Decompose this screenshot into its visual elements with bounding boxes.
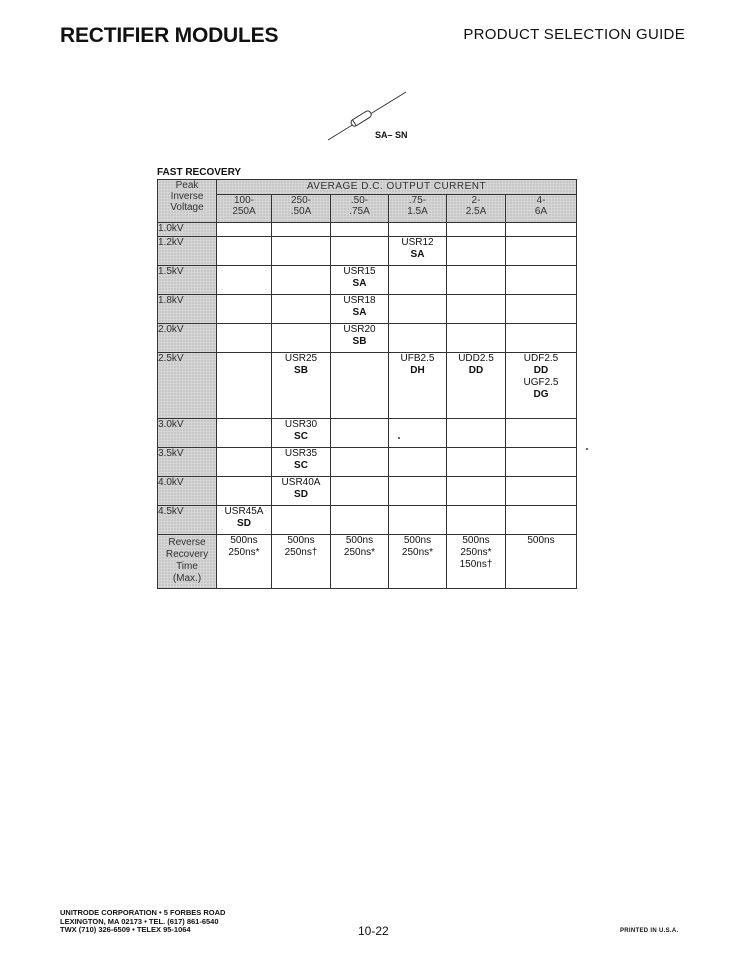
part-cell <box>272 223 331 237</box>
recovery-value: 500ns <box>527 535 555 546</box>
voltage-row <box>158 506 577 535</box>
part-number: USR40A <box>281 477 321 488</box>
part-cell <box>389 477 447 506</box>
part-cell <box>331 477 389 506</box>
part-cell <box>217 324 272 353</box>
part-cell <box>272 295 331 324</box>
company-address <box>60 909 225 935</box>
part-cell <box>217 448 272 477</box>
part-number: USR20 <box>343 324 376 335</box>
header-line: 100- <box>233 195 254 206</box>
part-cell <box>506 266 577 295</box>
part-cell <box>447 223 506 237</box>
recovery-time-cell <box>447 535 506 589</box>
recovery-value: 250ns* <box>401 547 434 558</box>
part-cell <box>217 237 272 266</box>
voltage-cell: 2.5kV <box>158 353 217 419</box>
part-number: USR18 <box>343 295 376 306</box>
part-cell <box>389 448 447 477</box>
recovery-value: 500ns <box>345 535 374 546</box>
voltage-cell: 3.0kV <box>158 419 217 448</box>
current-range-row <box>158 195 577 223</box>
header-line: .50A <box>290 206 312 217</box>
voltage-row <box>158 353 577 419</box>
recovery-value: 500ns <box>287 535 315 546</box>
header-line: Voltage <box>170 202 204 213</box>
header-line: 6A <box>534 206 548 217</box>
part-cell <box>217 223 272 237</box>
recovery-value: 500ns <box>230 535 258 546</box>
part-cell <box>331 237 389 266</box>
voltage-cell: 3.5kV <box>158 448 217 477</box>
part-cell <box>447 419 506 448</box>
part-cell <box>506 477 577 506</box>
recovery-time-cell <box>272 535 331 589</box>
package-code: SC <box>294 460 308 471</box>
package-code: SC <box>294 431 308 442</box>
address-line: LEXINGTON, MA 02173 • TEL. (617) 861-6540 <box>60 916 219 926</box>
average-current-header: AVERAGE D.C. OUTPUT CURRENT <box>217 180 577 195</box>
voltage-row <box>158 223 577 237</box>
part-cell <box>389 223 447 237</box>
recovery-value: 500ns <box>403 535 432 546</box>
recovery-time-cell <box>506 535 577 589</box>
recovery-value: 150ns† <box>459 559 493 570</box>
label-line: (Max.) <box>172 573 202 584</box>
part-cell <box>272 237 331 266</box>
part-cell <box>331 324 389 353</box>
package-code: SA <box>410 249 425 260</box>
part-cell <box>506 506 577 535</box>
recovery-time-row <box>158 535 577 589</box>
header-line: 250- <box>290 195 311 206</box>
header-line: 2- <box>471 195 481 206</box>
part-cell <box>506 419 577 448</box>
package-code: SB <box>294 365 308 376</box>
label-line: Recovery <box>165 549 209 560</box>
package-code: SD <box>237 518 251 529</box>
voltage-cell: 4.0kV <box>158 477 217 506</box>
recovery-value: 250ns* <box>460 547 492 558</box>
voltage-cell: 2.0kV <box>158 324 217 353</box>
part-cell <box>447 237 506 266</box>
recovery-time-cell <box>217 535 272 589</box>
part-cell <box>506 223 577 237</box>
header-line: 250A <box>232 206 256 217</box>
package-code: SA <box>352 307 367 318</box>
part-number: USR35 <box>284 448 318 459</box>
package-code: SB <box>352 336 367 347</box>
part-number: USR30 <box>284 419 318 430</box>
part-cell <box>272 477 331 506</box>
part-cell <box>331 448 389 477</box>
part-cell <box>389 266 447 295</box>
part-cell <box>272 419 331 448</box>
part-number: USR12 <box>401 237 434 248</box>
part-cell <box>331 266 389 295</box>
part-cell <box>447 506 506 535</box>
page-title: RECTIFIER MODULES <box>60 24 279 47</box>
header-line: Inverse <box>170 191 204 202</box>
voltage-cell: 1.2kV <box>158 237 217 266</box>
part-cell <box>331 353 389 419</box>
header-line: 2.5A <box>465 206 487 217</box>
part-cell <box>389 506 447 535</box>
part-cell <box>331 506 389 535</box>
header-line: .50- <box>350 195 369 206</box>
recovery-time-cell <box>389 535 447 589</box>
voltage-row <box>158 266 577 295</box>
guide-title: PRODUCT SELECTION GUIDE <box>463 26 685 43</box>
part-cell <box>447 448 506 477</box>
part-cell <box>217 266 272 295</box>
part-cell <box>272 353 331 419</box>
part-cell <box>389 295 447 324</box>
scan-speck <box>398 437 400 439</box>
package-code: DD <box>533 365 549 376</box>
part-cell <box>506 324 577 353</box>
device-label: SA– SN <box>375 130 408 140</box>
current-range-header <box>272 195 331 223</box>
voltage-row <box>158 324 577 353</box>
part-number: UFB2.5 <box>400 353 435 364</box>
voltage-row <box>158 237 577 266</box>
part-number: UDF2.5 <box>523 353 559 364</box>
part-number: UGF2.5 <box>523 377 559 388</box>
part-number: UDD2.5 <box>458 353 494 364</box>
recovery-time-label <box>158 535 217 589</box>
part-number: USR25 <box>284 353 318 364</box>
address-line: UNITRODE CORPORATION • 5 FORBES ROAD <box>60 908 226 917</box>
part-cell <box>272 506 331 535</box>
part-number: USR45A <box>224 506 264 517</box>
voltage-cell: 4.5kV <box>158 506 217 535</box>
recovery-value: 250ns* <box>228 547 260 558</box>
header-line: Peak <box>175 180 199 191</box>
part-cell <box>272 324 331 353</box>
voltage-row <box>158 419 577 448</box>
voltage-cell: 1.5kV <box>158 266 217 295</box>
part-cell <box>447 353 506 419</box>
part-cell <box>389 419 447 448</box>
part-number: USR15 <box>343 266 376 277</box>
part-cell <box>331 295 389 324</box>
label-line: Reverse <box>168 537 206 548</box>
part-cell <box>447 266 506 295</box>
peak-inverse-voltage-header <box>158 180 217 223</box>
part-cell <box>272 266 331 295</box>
page-number: 10-22 <box>358 924 389 938</box>
part-cell <box>217 477 272 506</box>
current-range-header <box>217 195 272 223</box>
part-cell <box>217 295 272 324</box>
part-cell <box>447 477 506 506</box>
part-cell <box>331 223 389 237</box>
part-cell <box>217 353 272 419</box>
part-cell <box>389 324 447 353</box>
part-cell <box>217 419 272 448</box>
part-cell <box>506 353 577 419</box>
voltage-cell: 1.8kV <box>158 295 217 324</box>
package-code: SD <box>294 489 308 500</box>
part-cell <box>447 295 506 324</box>
header-line: .75- <box>408 195 427 206</box>
recovery-value: 250ns† <box>284 547 318 558</box>
current-range-header <box>389 195 447 223</box>
header-line: 1.5A <box>407 206 428 217</box>
part-cell <box>389 237 447 266</box>
selection-table <box>157 179 577 589</box>
recovery-time-cell <box>331 535 389 589</box>
package-code: SA <box>352 278 367 289</box>
package-code: DD <box>468 365 484 376</box>
part-cell <box>217 506 272 535</box>
voltage-row <box>158 448 577 477</box>
part-cell <box>389 353 447 419</box>
header-line: 4- <box>536 195 546 206</box>
voltage-row <box>158 295 577 324</box>
voltage-row <box>158 477 577 506</box>
part-cell <box>506 448 577 477</box>
recovery-value: 250ns* <box>343 547 376 558</box>
section-title: FAST RECOVERY <box>157 167 242 178</box>
voltage-cell: 1.0kV <box>158 223 217 237</box>
current-range-header <box>447 195 506 223</box>
header-row <box>158 180 577 195</box>
address-line: TWX (710) 326-6509 • TELEX 95-1064 <box>60 925 191 934</box>
scan-speck <box>586 448 588 450</box>
part-cell <box>506 295 577 324</box>
current-range-header <box>331 195 389 223</box>
recovery-value: 500ns <box>462 535 490 546</box>
part-cell <box>447 324 506 353</box>
printed-note: PRINTED IN U.S.A. <box>620 928 679 934</box>
part-cell <box>506 237 577 266</box>
part-cell <box>272 448 331 477</box>
header-line: .75A <box>349 206 370 217</box>
package-code: DG <box>533 389 549 400</box>
label-line: Time <box>176 561 198 572</box>
part-cell <box>331 419 389 448</box>
package-code: DH <box>410 365 425 376</box>
current-range-header <box>506 195 577 223</box>
